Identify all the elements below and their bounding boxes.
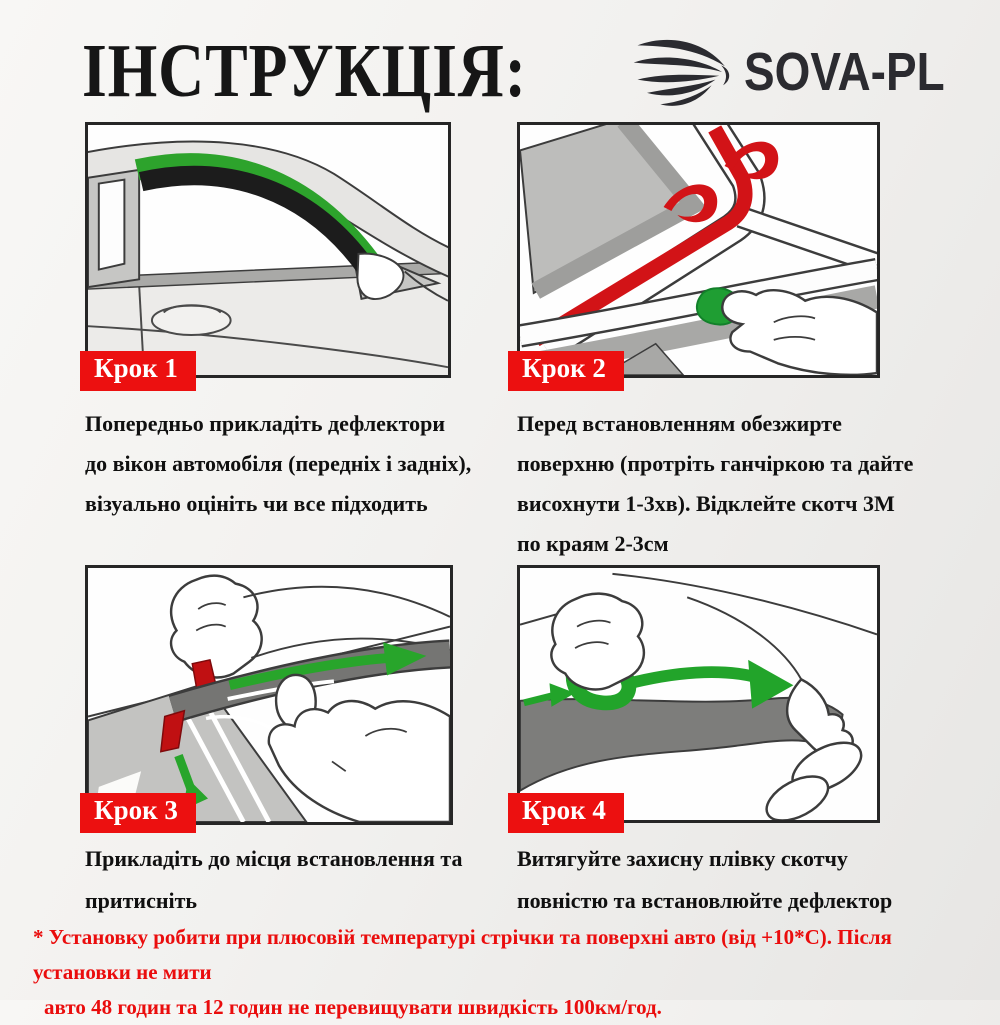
brand-logo [626, 34, 980, 110]
step1-description [85, 404, 471, 524]
text-line: поверхню (протріть ганчіркою та дайте [517, 451, 914, 476]
green-film [622, 672, 770, 685]
step2-description [517, 404, 913, 564]
brand-name: SOVA-PL [744, 42, 945, 102]
footer-note [33, 920, 978, 1025]
footer-line: * Установку робити при плюсовій температурі стрічки та поверхні авто (від +10*С). Після установки не мити [33, 925, 892, 984]
text-line: Витягуйте захисну плівку скотчу [517, 846, 848, 871]
text-line: до вікон автомобіля (передніх і задніх), [85, 451, 472, 476]
step1-illustration [85, 122, 451, 378]
text-line: Попередньо прикладіть дефлектори [85, 411, 446, 436]
step3-badge: Крок 3 [80, 793, 196, 833]
step4-description [517, 838, 892, 922]
text-line: Прикладіть до місця встановлення та [85, 846, 463, 871]
text-line: по краям 2-3см [517, 531, 669, 556]
hand-outline [722, 290, 877, 375]
step1-badge: Крок 1 [80, 351, 196, 391]
footer-line: авто 48 годин та 12 годин не перевищувати швидкість 100км/год. [44, 995, 662, 1019]
step3-description [85, 838, 462, 922]
step4-illustration [517, 565, 880, 823]
press-deflector-illustration [88, 568, 450, 822]
wing-icon [626, 34, 744, 110]
text-line: візуально оцініть чи все підходить [85, 491, 428, 516]
text-line: Перед встановленням обезжирте [517, 411, 842, 436]
rear-window [99, 180, 125, 270]
hand-outline [269, 701, 450, 822]
peel-tape-illustration [520, 125, 877, 375]
text-line: повністю та встановлюйте дефлектор [517, 888, 893, 913]
text-line: висохнути 1-3хв). Відклейте скотч 3М [517, 491, 895, 516]
page-title: ІНСТРУКЦІЯ: [82, 29, 527, 113]
fist-outline [171, 576, 262, 678]
pull-film-illustration [520, 568, 877, 820]
step2-badge: Крок 2 [508, 351, 624, 391]
text-line: притисніть [85, 888, 198, 913]
step2-illustration [517, 122, 880, 378]
car-door-illustration [88, 125, 448, 375]
step3-illustration [85, 565, 453, 825]
step4-badge: Крок 4 [508, 793, 624, 833]
